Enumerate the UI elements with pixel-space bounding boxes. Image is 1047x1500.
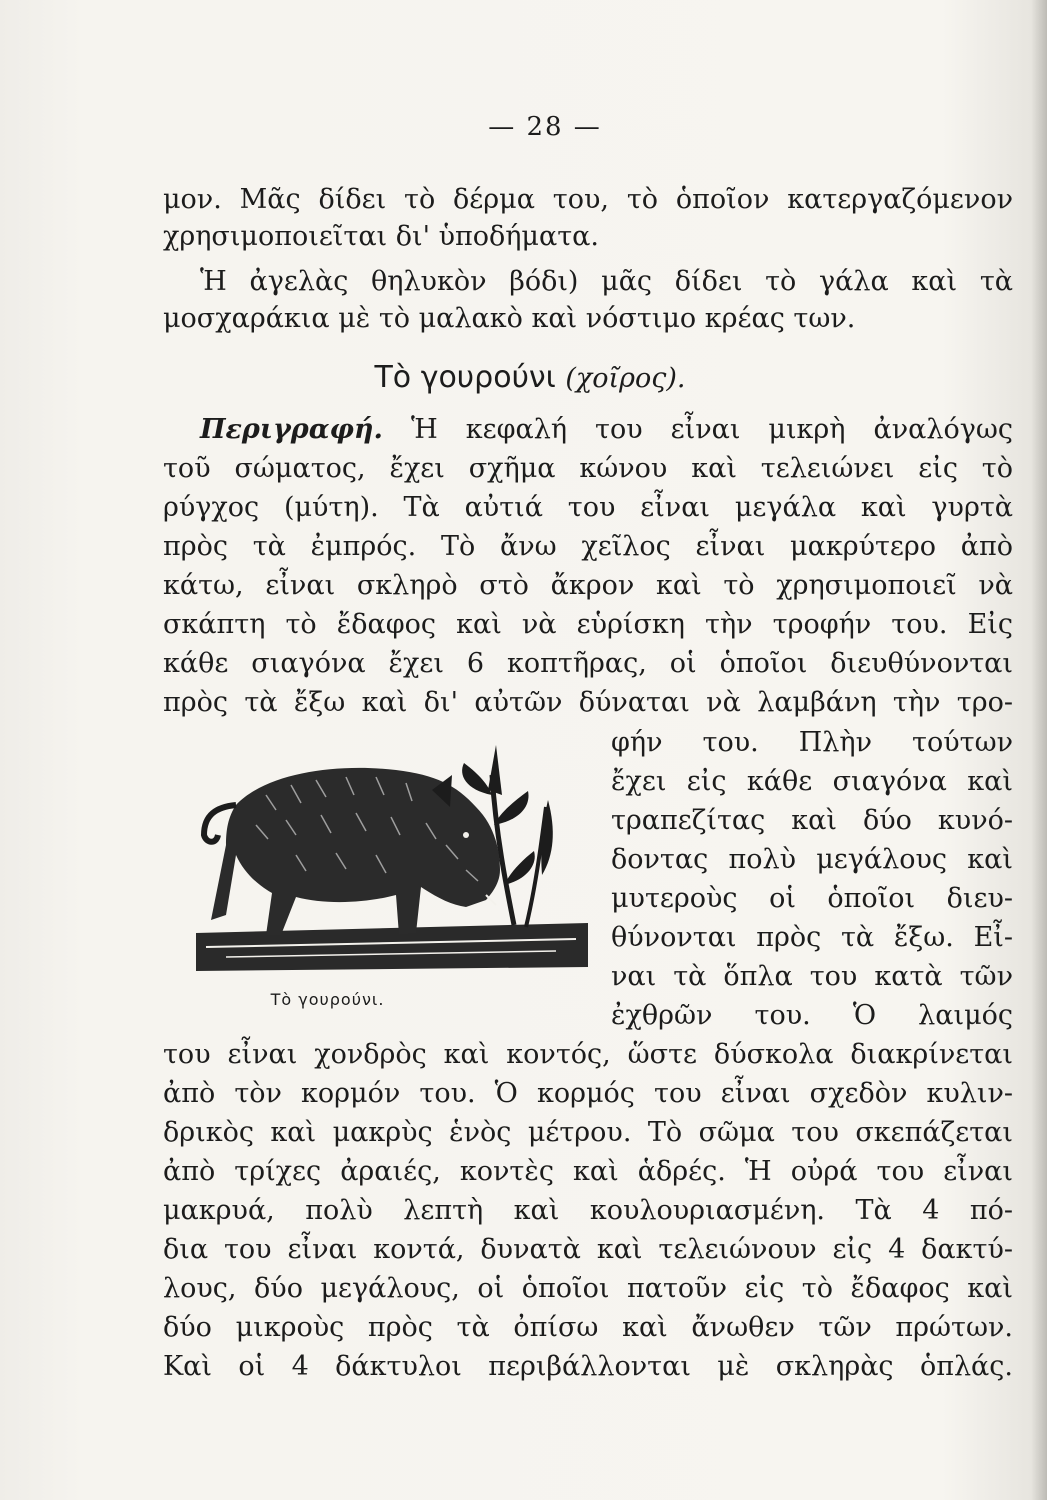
text-line: πρὸς τὰ ἔξω καὶ δι' αὐτῶν δύναται νὰ λαμβάνη τὴν τρο- — [163, 687, 1013, 718]
text-line: Ἡ ἀγελὰς θηλυκὸν βόδι) μᾶς δίδει τὸ γάλα καὶ τὰ — [200, 266, 1013, 297]
page-number: — 28 — — [488, 112, 602, 142]
text-line: μον. Μᾶς δίδει τὸ δέρμα του, τὸ ὁποῖον κατεργαζόμενον — [163, 184, 1013, 215]
text-line: θύνονται πρὸς τὰ ἔξω. Εἶ- — [611, 922, 1013, 953]
text-line: ρύγχος (μύτη). Τὰ αὐτιά του εἶναι μεγάλα καὶ γυρτὰ — [163, 492, 1013, 523]
text-line — [200, 412, 1013, 448]
section-heading — [0, 360, 1047, 395]
text-line: μοσχαράκια μὲ τὸ μαλακὸ καὶ νόστιμο κρέας των. — [163, 303, 856, 334]
pig-woodcut-icon — [196, 735, 592, 975]
text-line: δύο μικροὺς πρὸς τὰ ὀπίσω καὶ ἄνωθεν τῶν πρώτων. — [163, 1312, 1013, 1343]
illustration-caption: Τὸ γουρούνι. — [270, 990, 385, 1009]
heading-alt-name: (χοῖρος). — [565, 363, 686, 394]
text-line: ναι τὰ ὅπλα του κατὰ τῶν — [611, 961, 1013, 992]
page-edge-shadow — [1031, 0, 1047, 1500]
text-line: ἔχει εἰς κάθε σιαγόνα καὶ — [611, 766, 1013, 797]
text-line: κάθε σιαγόνα ἔχει 6 κοπτῆρας, οἱ ὁποῖοι διευθύνονται — [163, 648, 1013, 679]
text-line: σκάπτη τὸ ἔδαφος καὶ νὰ εὑρίσκη τὴν τροφήν του. Εἰς — [163, 609, 1013, 640]
text-line: τοῦ σώματος, ἔχει σχῆμα κώνου καὶ τελειώνει εἰς τὸ — [163, 453, 1013, 484]
text-line: δρικὸς καὶ μακρὺς ἑνὸς μέτρου. Τὸ σῶμα του σκεπάζεται — [163, 1117, 1013, 1148]
text-line: του εἶναι χονδρὸς καὶ κοντός, ὥστε δύσκολα διακρίνεται — [163, 1039, 1013, 1070]
heading-title: Τὸ γουρούνι — [374, 360, 556, 395]
text-line: ἀπὸ τρίχες ἀραιές, κοντὲς καὶ ἁδρές. Ἡ οὐρά του εἶναι — [163, 1156, 1013, 1187]
text-line: δια του εἶναι κοντά, δυνατὰ καὶ τελειώνουν εἰς 4 δακτύ- — [163, 1234, 1013, 1265]
text-line: κάτω, εἶναι σκληρὸ στὸ ἄκρον καὶ τὸ χρησιμοποιεῖ νὰ — [163, 570, 1013, 601]
text-line: μυτεροὺς οἱ ὁποῖοι διευ- — [611, 883, 1013, 914]
description-first-line: Ἡ κεφαλή του εἶναι μικρὴ ἀναλόγως — [410, 414, 1013, 445]
text-line: τραπεζίτας καὶ δύο κυνό- — [611, 805, 1013, 836]
text-line: φήν του. Πλὴν τούτων — [611, 727, 1013, 758]
text-line: χρησιμοποιεῖται δι' ὑποδήματα. — [163, 221, 599, 252]
text-line: δοντας πολὺ μεγάλους καὶ — [611, 844, 1013, 875]
text-line: λους, δύο μεγάλους, οἱ ὁποῖοι πατοῦν εἰς τὸ ἔδαφος καὶ — [163, 1273, 1013, 1304]
text-line: ἐχθρῶν του. Ὁ λαιμός — [611, 1000, 1013, 1031]
text-line: ἀπὸ τὸν κορμόν του. Ὁ κορμός του εἶναι σχεδὸν κυλιν- — [163, 1078, 1013, 1109]
text-line: μακρυά, πολὺ λεπτὴ καὶ κουλουριασμένη. Τὰ 4 πό- — [163, 1195, 1013, 1226]
text-line: Καὶ οἱ 4 δάκτυλοι περιβάλλονται μὲ σκληρὰς ὁπλάς. — [163, 1351, 1013, 1382]
description-lead: Περιγραφή. — [200, 414, 383, 445]
text-line: πρὸς τὰ ἐμπρός. Τὸ ἄνω χεῖλος εἶναι μακρύτερο ἀπὸ — [163, 531, 1013, 562]
